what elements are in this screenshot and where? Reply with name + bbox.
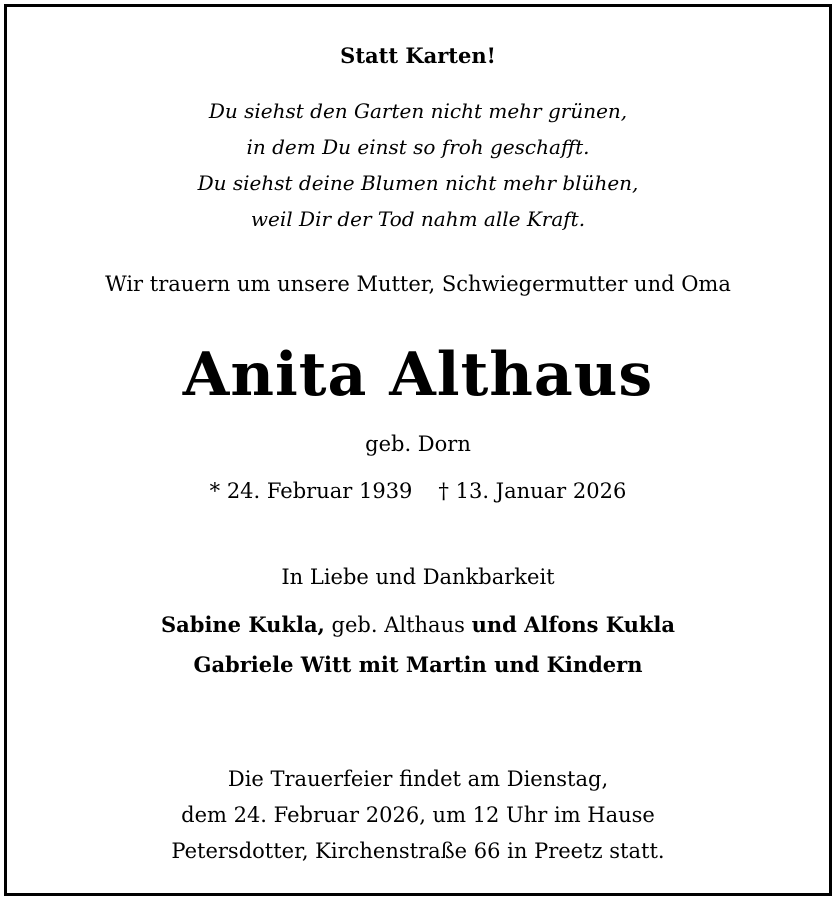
poem-line: in dem Du einst so froh geschafft. <box>246 135 590 159</box>
deceased-name: Anita Althaus <box>182 340 654 410</box>
life-dates <box>7 479 829 503</box>
birth-date: * 24. Februar 1939 <box>209 479 413 503</box>
notice-header: Statt Karten! <box>340 43 496 68</box>
service-line: dem 24. Februar 2026, um 12 Uhr im Hause <box>181 803 655 827</box>
poem-line: Du siehst deine Blumen nicht mehr blühen, <box>197 171 639 195</box>
poem-line: Du siehst den Garten nicht mehr grünen, <box>208 99 628 123</box>
mourning-intro: Wir trauern um unsere Mutter, Schwiegermutter und Oma <box>105 272 731 296</box>
obituary-notice <box>4 4 832 896</box>
family-maiden-name: geb. Althaus <box>324 613 472 637</box>
family-name-1: Sabine Kukla, <box>160 612 325 637</box>
service-line: Petersdotter, Kirchenstraße 66 in Preetz statt. <box>171 839 665 863</box>
poem-line: weil Dir der Tod nahm alle Kraft. <box>250 207 586 231</box>
love-line: In Liebe und Dankbarkeit <box>281 565 555 589</box>
family-line-2: Gabriele Witt mit Martin und Kindern <box>193 652 643 677</box>
death-date: † 13. Januar 2026 <box>438 479 627 503</box>
family-line-1 <box>7 612 829 637</box>
family-name-2: und Alfons Kukla <box>471 612 675 637</box>
service-line: Die Trauerfeier findet am Dienstag, <box>227 767 609 791</box>
birth-name: geb. Dorn <box>365 432 471 456</box>
